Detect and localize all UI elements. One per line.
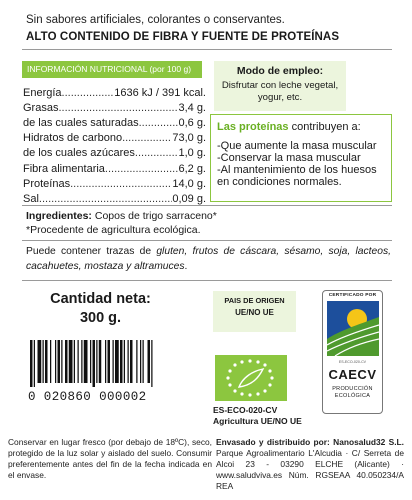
origin-value: UE/NO UE [235,308,274,317]
caecv-subtitle [323,386,382,400]
distributor-label: Envasado y distribuido por: Nanosalud32 S.L. [216,437,404,447]
leader-dots [135,147,179,159]
leader-dots [70,178,172,190]
nutrition-row [23,159,206,174]
barcode-bar [55,340,56,383]
protein-claims-box [210,114,392,202]
barcode-bar [84,340,88,383]
barcode-bar [130,340,133,383]
nutrition-table [23,84,206,205]
barcode-bar [148,340,151,383]
eco-code-line: ES-ECO-020-CV [213,405,278,415]
caecv-certification-seal [322,290,383,414]
leader-dots [139,117,179,129]
eco-certification-code [213,405,302,427]
ingredients-text: Copos de trigo sarraceno* [91,210,217,222]
leader-dots [105,163,179,175]
nutrition-row [23,84,206,99]
nutrient-value: 3,4 g. [178,102,206,115]
nutrient-value: 1,0 g. [178,147,206,160]
nutrition-row [23,129,206,144]
barcode-bar [61,340,62,383]
divider [22,280,392,281]
nutrient-label: de los cuales azúcares [23,147,135,160]
nutrient-label: Energía [23,87,62,100]
barcode-bar [120,340,123,383]
origin-title: PAIS DE ORIGEN [224,296,285,305]
protein-claims-list [217,140,385,188]
nutrient-value: 1636 kJ / 391 kcal. [114,87,206,100]
eco-code-line: Agricultura UE/NO UE [213,416,302,426]
headline: ALTO CONTENIDO DE FIBRA Y FUENTE DE PROTEÍNAS [26,31,340,43]
nutrition-row [23,99,206,114]
caecv-top-text: CERTIFICADO POR [328,293,377,298]
barcode-bar [115,340,119,383]
usage-text: Disfrutar con leche vegetal, yogur, etc. [221,80,339,103]
protein-claim: -Conservar la masa muscular [217,152,361,164]
nutrient-label: Hidratos de carbono [23,132,123,145]
nutrition-row [23,114,206,129]
barcode-bar [81,340,82,383]
barcode-digits: 0 020860 000002 [28,390,147,404]
nutrient-value: 73,0 g. [172,132,206,145]
barcode-bar [69,340,73,383]
usage-title: Modo de empleo: [236,65,324,77]
leader-dots [58,102,178,114]
barcode-bar [58,340,61,383]
net-quantity-label: Cantidad neta: [50,291,151,307]
nutrition-row [23,144,206,159]
nutrient-value: 6,2 g. [178,162,206,175]
barcode-bar [113,340,114,383]
barcode-bar [128,340,129,383]
barcode-bar [65,340,68,383]
nutrient-value: 14,0 g. [172,177,206,190]
net-quantity-value: 300 g. [79,310,122,326]
caecv-subtitle-line: PRODUCCIÓN [332,386,373,392]
protein-claims-heading [217,121,385,133]
nutrient-label: Fibra alimentaria [23,162,105,175]
barcode-bar [45,340,48,383]
ingredients [26,209,396,237]
barcode-bar [74,340,75,383]
barcode-bar [124,340,125,383]
barcode-bar [34,340,35,387]
leader-dots [122,132,172,144]
nutrition-row [23,175,206,190]
barcode-bar [93,340,96,387]
barcode [22,340,202,387]
nutrient-label: Proteínas [23,177,71,190]
barcode-bar [90,340,91,383]
distributor-info [216,437,404,492]
distributor-text: Parque Agroalimentario L'Alcudia · C/ Serreta de Alcoi 23 - 03290 ELCHE (Alicante) · www.saludviva.es Núm. RGSEAA 40.050234/A REA [216,448,404,491]
traces-allergens: gluten, frutos de cáscara, sésamo, soja, lacteos, cacahuetes, mostaza y altramuces [26,246,391,272]
leader-dots [39,193,172,205]
nutrition-header: INFORMACIÓN NUTRICIONAL (por 100 g) [22,61,202,78]
nutrient-value: 0,09 g. [172,192,206,205]
traces-lead: Puede contener trazas de [26,246,157,257]
ingredients-line [26,209,396,223]
barcode-bar [105,340,106,383]
protein-claim: -Al mantenimiento de los huesos en condiciones normales. [217,164,377,188]
divider [22,240,392,241]
divider [22,205,392,206]
protein-highlight: Las proteínas [217,121,289,133]
intro-text: Sin sabores artificiales, colorantes o conservantes. [26,14,285,26]
barcode-bar [136,340,137,383]
caecv-emblem-icon [327,301,379,356]
barcode-bar [78,340,79,383]
usage-box [214,61,346,111]
barcode-bar [143,340,144,383]
ingredients-note: *Procedente de agricultura ecológica. [26,224,201,236]
protein-claim: -Que aumente la masa muscular [217,140,377,152]
barcode-bar [151,340,152,387]
caecv-subtitle-line: ECOLÓGICA [334,393,371,399]
nutrient-label: Sal [23,192,39,205]
ingredients-label: Ingredientes: [26,210,92,222]
divider [22,49,392,50]
storage-instructions: Conservar en lugar fresco (por debajo de 18ºC), seco, protegido de la luz solar y aislado del suelo. Consumir preferentemente antes del fin de la fecha indicada en el envase. [8,437,212,480]
traces-end: . [184,260,188,272]
eu-organic-leaf-icon [215,355,287,401]
nutrient-value: 0,6 g. [178,117,206,130]
barcode-bar [30,340,33,387]
caecv-name: CAECV [328,367,377,382]
protein-heading-rest: contribuyen a: [288,121,361,133]
caecv-code: ES-ECO-020-CV [338,360,367,364]
nutrition-row [23,190,206,205]
barcode-bar [99,340,102,383]
barcode-bar [96,340,97,383]
origin-box [213,291,296,332]
leader-dots [62,87,115,99]
barcode-bar [108,340,111,383]
barcode-bar [43,340,44,383]
nutrient-label: de las cuales saturadas [23,117,139,130]
allergen-traces [26,245,391,274]
barcode-bar [38,340,42,383]
nutrient-label: Grasas [23,102,59,115]
barcode-bar [140,340,141,383]
barcode-bar [50,340,51,383]
